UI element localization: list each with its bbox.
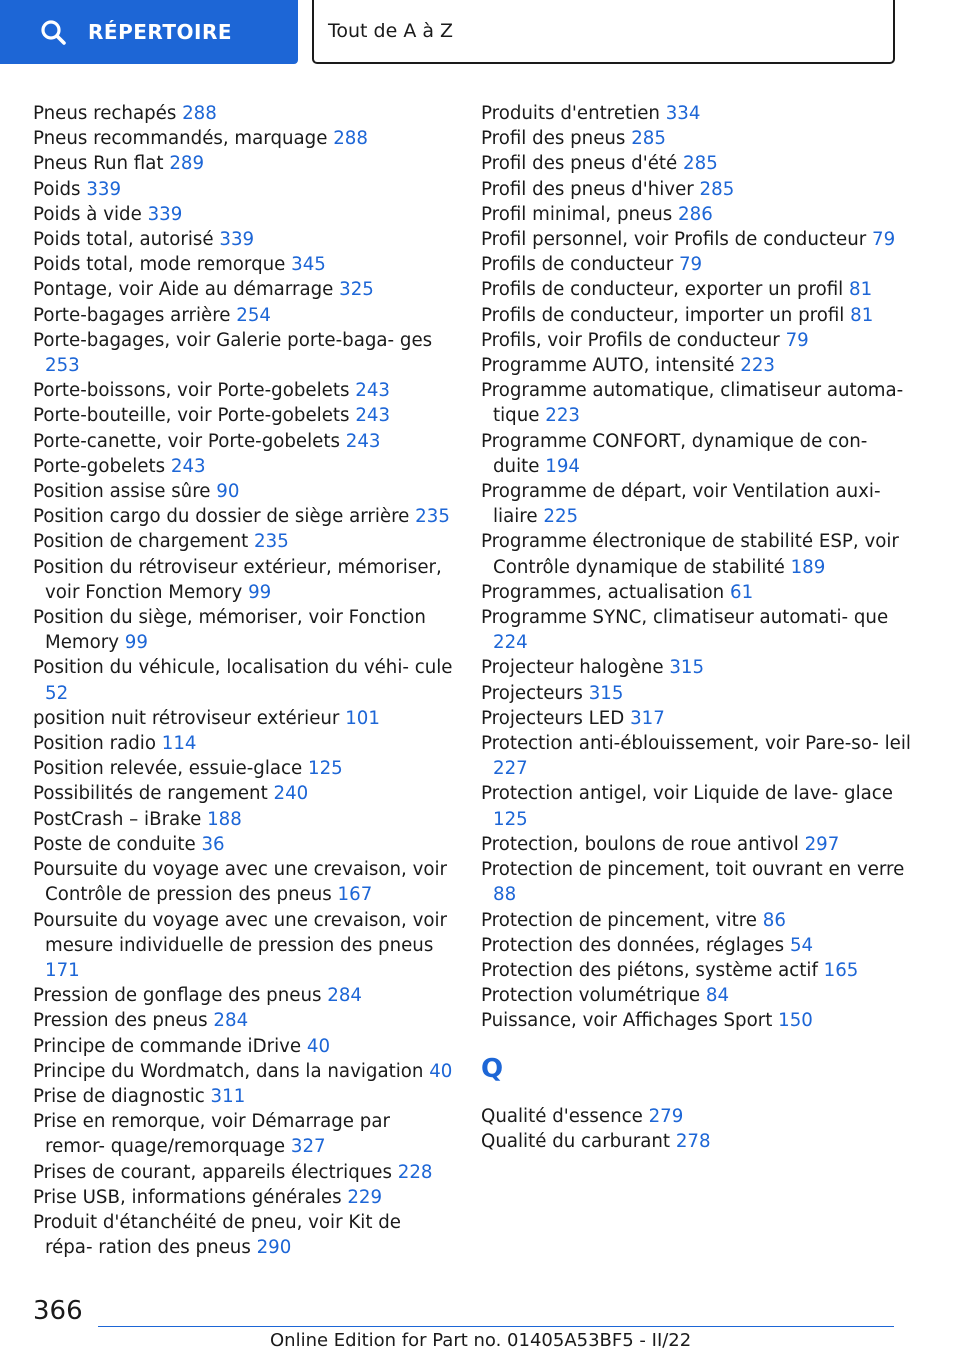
entry-term: Protection, boulons de roue antivol bbox=[481, 833, 799, 855]
page-link[interactable]: 279 bbox=[648, 1105, 684, 1127]
section-title bbox=[312, 0, 895, 64]
index-entry bbox=[481, 958, 911, 983]
entry-term: Position assise sûre bbox=[33, 481, 211, 503]
page-link[interactable]: 79 bbox=[678, 254, 703, 276]
page-link[interactable]: 61 bbox=[730, 581, 754, 603]
index-entry bbox=[33, 1008, 453, 1033]
page-link[interactable]: 54 bbox=[789, 934, 814, 956]
index-entry bbox=[481, 706, 911, 731]
page-link[interactable]: 36 bbox=[201, 833, 225, 855]
index-entry bbox=[481, 126, 911, 151]
page-link[interactable]: 150 bbox=[778, 1010, 813, 1032]
index-entry bbox=[481, 655, 911, 680]
index-entry bbox=[33, 252, 453, 277]
entry-term: Poursuite du voyage avec une crevaison, voir mesure individuelle de pression des pneus bbox=[33, 909, 448, 956]
index-entry bbox=[481, 908, 911, 933]
index-button[interactable] bbox=[0, 0, 298, 64]
index-entry bbox=[481, 252, 911, 277]
entry-term: Position cargo du dossier de siège arrière bbox=[33, 506, 410, 528]
page-link[interactable]: 194 bbox=[545, 455, 580, 477]
entry-term: Position de chargement bbox=[33, 531, 249, 553]
entry-term: Pneus recommandés, marquage bbox=[33, 128, 328, 150]
page-link[interactable]: 235 bbox=[415, 506, 450, 528]
index-entry bbox=[481, 378, 911, 428]
entry-term: Programme CONFORT, dynamique de con- duite bbox=[481, 430, 868, 477]
page-link[interactable]: 290 bbox=[256, 1237, 292, 1259]
page-link[interactable]: 289 bbox=[169, 153, 205, 175]
entry-term: Profil des pneus d'été bbox=[481, 153, 678, 175]
page-link[interactable]: 288 bbox=[182, 103, 217, 124]
entry-term: Pression de gonflage des pneus bbox=[33, 985, 322, 1007]
page-link[interactable]: 99 bbox=[248, 581, 272, 603]
entry-term: Programme SYNC, climatiseur automati- que bbox=[481, 607, 889, 629]
index-entry bbox=[33, 126, 453, 151]
page-link[interactable]: 317 bbox=[630, 707, 665, 729]
entry-term: Profil des pneus d'hiver bbox=[481, 178, 694, 200]
page-link[interactable]: 243 bbox=[170, 455, 206, 477]
page-link[interactable]: 243 bbox=[355, 380, 390, 402]
index-entry bbox=[33, 1084, 453, 1109]
index-column-left bbox=[33, 101, 453, 1260]
entry-term: Profils de conducteur, exporter un profil bbox=[481, 279, 844, 301]
index-entry bbox=[33, 429, 453, 454]
page-link[interactable]: 223 bbox=[740, 355, 775, 377]
entry-term: Principe de commande iDrive bbox=[33, 1035, 302, 1057]
index-entry bbox=[33, 555, 453, 605]
page-link[interactable]: 88 bbox=[493, 884, 517, 906]
entry-term: Porte-bouteille, voir Porte-gobelets bbox=[33, 405, 350, 427]
page-link[interactable]: 297 bbox=[804, 833, 840, 855]
page-link[interactable]: 253 bbox=[45, 355, 80, 377]
page-link[interactable]: 224 bbox=[493, 632, 528, 654]
page-link[interactable]: 189 bbox=[790, 556, 826, 578]
entry-term: Position radio bbox=[33, 733, 156, 755]
entry-term: Profil minimal, pneus bbox=[481, 203, 673, 225]
entry-term: Programme AUTO, intensité bbox=[481, 355, 735, 377]
index-entry bbox=[481, 983, 911, 1008]
page-link[interactable]: 188 bbox=[207, 808, 242, 830]
page-link[interactable]: 284 bbox=[213, 1010, 249, 1032]
page-link[interactable]: 84 bbox=[705, 985, 730, 1007]
entry-term: Poids bbox=[33, 178, 81, 200]
page-link[interactable]: 345 bbox=[291, 254, 326, 276]
page-link[interactable]: 40 bbox=[306, 1035, 331, 1057]
index-entry bbox=[33, 303, 453, 328]
entry-term: Programme électronique de stabilité ESP, voir Contrôle dynamique de stabilité bbox=[481, 531, 899, 578]
entry-term: Position relevée, essuie-glace bbox=[33, 758, 303, 780]
index-entry bbox=[481, 580, 911, 605]
index-button-label: RÉPERTOIRE bbox=[88, 20, 233, 44]
index-entry bbox=[33, 403, 453, 428]
index-entry bbox=[33, 479, 453, 504]
index-entry bbox=[481, 781, 911, 831]
page-link[interactable]: 223 bbox=[545, 405, 580, 427]
entry-term: Porte-boissons, voir Porte-gobelets bbox=[33, 380, 350, 402]
entry-term: Protection antigel, voir Liquide de lave- glace bbox=[481, 783, 893, 805]
index-entry bbox=[481, 529, 911, 579]
page-link[interactable]: 339 bbox=[86, 178, 122, 200]
entry-term: Prise de diagnostic bbox=[33, 1085, 205, 1107]
entry-term: Poids total, autorisé bbox=[33, 229, 214, 251]
entry-term: Porte-canette, voir Porte-gobelets bbox=[33, 430, 340, 452]
page-link[interactable]: 243 bbox=[355, 405, 391, 427]
page-link[interactable]: 227 bbox=[493, 758, 528, 780]
entry-term: Profil personnel, voir Profils de conducteur bbox=[481, 229, 867, 251]
index-entry bbox=[481, 1129, 911, 1154]
index-entry bbox=[33, 756, 453, 781]
entry-term: Qualité d'essence bbox=[481, 1105, 643, 1127]
entry-term: Position du véhicule, localisation du véhi- cule bbox=[33, 657, 453, 679]
entry-term: Projecteur halogène bbox=[481, 657, 664, 679]
page-link[interactable]: 327 bbox=[290, 1136, 326, 1158]
entry-term: Protection de pincement, vitre bbox=[481, 909, 757, 931]
index-entry bbox=[481, 933, 911, 958]
entry-term: Poids à vide bbox=[33, 203, 142, 225]
index-entry bbox=[481, 1104, 911, 1129]
section-letter-q: Q bbox=[481, 1053, 504, 1084]
index-entry bbox=[481, 1008, 911, 1033]
index-entry bbox=[481, 328, 911, 353]
page-link[interactable]: 125 bbox=[493, 808, 528, 830]
index-entry bbox=[33, 454, 453, 479]
edition-note: Online Edition for Part no. 01405A53BF5 - II/22 bbox=[270, 1330, 692, 1351]
page-link[interactable]: 285 bbox=[683, 153, 718, 175]
entry-term: Poids total, mode remorque bbox=[33, 254, 286, 276]
page-link[interactable]: 125 bbox=[308, 758, 343, 780]
page-link[interactable]: 286 bbox=[678, 203, 713, 225]
index-entry bbox=[33, 504, 453, 529]
index-entry bbox=[33, 277, 453, 302]
page-link[interactable]: 278 bbox=[675, 1130, 711, 1152]
index-entry bbox=[33, 1185, 453, 1210]
page-link[interactable]: 79 bbox=[872, 229, 896, 251]
index-entry bbox=[33, 151, 453, 176]
index-entry bbox=[481, 303, 911, 328]
index-list-q bbox=[481, 1104, 911, 1154]
page-number: 366 bbox=[33, 1296, 83, 1326]
index-entry bbox=[481, 605, 911, 655]
entry-term: Prises de courant, appareils électriques bbox=[33, 1161, 392, 1183]
footer-divider bbox=[98, 1326, 894, 1327]
entry-term: Poste de conduite bbox=[33, 833, 196, 855]
entry-term: Protection de pincement, toit ouvrant en verre bbox=[481, 859, 905, 881]
index-entry bbox=[33, 706, 453, 731]
page-link[interactable]: 235 bbox=[254, 531, 289, 553]
entry-term: PostCrash – iBrake bbox=[33, 808, 202, 830]
page-link[interactable]: 254 bbox=[236, 304, 271, 326]
entry-term: Profils de conducteur, importer un profil bbox=[481, 304, 845, 326]
index-entry bbox=[481, 101, 911, 126]
page-link[interactable]: 288 bbox=[333, 128, 368, 150]
entry-term: Pression des pneus bbox=[33, 1010, 208, 1032]
index-entry bbox=[481, 151, 911, 176]
entry-term: Porte-bagages, voir Galerie porte-baga- ges bbox=[33, 329, 433, 351]
entry-term: Pontage, voir Aide au démarrage bbox=[33, 279, 334, 301]
page-link[interactable]: 81 bbox=[850, 304, 874, 326]
entry-term: Principe du Wordmatch, dans la navigation bbox=[33, 1060, 424, 1082]
page-link[interactable]: 311 bbox=[210, 1085, 246, 1107]
entry-term: Produit d'étanchéité de pneu, voir Kit de répa- ration des pneus bbox=[33, 1211, 401, 1259]
entry-term: Projecteurs LED bbox=[481, 707, 625, 729]
entry-term: Pneus Run flat bbox=[33, 153, 164, 175]
entry-term: Profils, voir Profils de conducteur bbox=[481, 329, 780, 351]
index-entry bbox=[33, 529, 453, 554]
index-entry bbox=[481, 227, 911, 252]
index-entry bbox=[481, 479, 911, 529]
page-link[interactable]: 285 bbox=[699, 178, 735, 200]
index-entry bbox=[33, 328, 453, 378]
index-entry bbox=[481, 277, 911, 302]
page-link[interactable]: 40 bbox=[429, 1060, 453, 1082]
index-entry bbox=[33, 781, 453, 806]
page-link[interactable]: 165 bbox=[823, 959, 859, 981]
index-entry bbox=[33, 101, 453, 126]
entry-term: Produits d'entretien bbox=[481, 103, 660, 124]
page-link[interactable]: 334 bbox=[665, 103, 701, 124]
index-entry bbox=[33, 1059, 453, 1084]
page-link[interactable]: 79 bbox=[785, 329, 809, 351]
index-entry bbox=[481, 202, 911, 227]
entry-term: Protection volumétrique bbox=[481, 985, 701, 1007]
entry-term: Poursuite du voyage avec une crevaison, voir Contrôle de pression des pneus bbox=[33, 859, 448, 906]
page-link[interactable]: 229 bbox=[347, 1186, 383, 1208]
index-entry bbox=[481, 731, 911, 781]
page-link[interactable]: 284 bbox=[327, 985, 362, 1007]
page-link[interactable]: 101 bbox=[345, 707, 380, 729]
index-entry bbox=[481, 857, 911, 907]
index-entry bbox=[33, 1160, 453, 1185]
page-link[interactable]: 240 bbox=[273, 783, 309, 805]
index-entry bbox=[33, 908, 453, 984]
entry-term: Protection anti-éblouissement, voir Pare-so- leil bbox=[481, 733, 911, 755]
entry-term: Porte-bagages arrière bbox=[33, 304, 231, 326]
page-link[interactable]: 243 bbox=[345, 430, 381, 452]
index-entry bbox=[33, 202, 453, 227]
index-entry bbox=[33, 807, 453, 832]
page-link[interactable]: 99 bbox=[124, 632, 148, 654]
entry-term: position nuit rétroviseur extérieur bbox=[33, 707, 340, 729]
index-entry bbox=[33, 378, 453, 403]
entry-term: Possibilités de rangement bbox=[33, 783, 268, 805]
entry-term: Profils de conducteur bbox=[481, 254, 674, 276]
index-entry bbox=[33, 1210, 453, 1260]
section-title-text: Tout de A à Z bbox=[328, 20, 454, 42]
entry-term: Porte-gobelets bbox=[33, 455, 166, 477]
page-link[interactable]: 285 bbox=[631, 128, 666, 150]
index-column-right bbox=[481, 101, 911, 1154]
page-link[interactable]: 114 bbox=[161, 733, 197, 755]
index-entry bbox=[33, 731, 453, 756]
page-link[interactable]: 86 bbox=[762, 909, 786, 931]
index-entry bbox=[481, 681, 911, 706]
search-icon bbox=[40, 19, 66, 45]
entry-term: Prise USB, informations générales bbox=[33, 1186, 342, 1208]
index-entry bbox=[33, 655, 453, 705]
index-entry bbox=[33, 177, 453, 202]
entry-term: Protection des données, réglages bbox=[481, 934, 785, 956]
entry-term: Prise en remorque, voir Démarrage par remor- quage/remorquage bbox=[33, 1111, 390, 1158]
entry-term: Position du siège, mémoriser, voir Fonction Memory bbox=[33, 607, 426, 654]
index-entry bbox=[33, 983, 453, 1008]
page-link[interactable]: 339 bbox=[219, 229, 255, 251]
index-entry bbox=[33, 1109, 453, 1159]
entry-term: Projecteurs bbox=[481, 682, 583, 704]
index-entry bbox=[481, 177, 911, 202]
entry-term: Protection des piétons, système actif bbox=[481, 959, 818, 981]
entry-term: Position du rétroviseur extérieur, mémoriser, voir Fonction Memory bbox=[33, 556, 442, 603]
page-link[interactable]: 339 bbox=[147, 203, 183, 225]
entry-term: Qualité du carburant bbox=[481, 1130, 671, 1152]
entry-term: Pneus rechapés bbox=[33, 103, 177, 124]
entry-term: Puissance, voir Affichages Sport bbox=[481, 1010, 773, 1032]
page-link[interactable]: 325 bbox=[339, 279, 374, 301]
page-link[interactable]: 81 bbox=[849, 279, 873, 301]
entry-term: Programme de départ, voir Ventilation auxi- liaire bbox=[481, 481, 881, 528]
page-link[interactable]: 171 bbox=[45, 959, 80, 981]
index-entry bbox=[33, 605, 453, 655]
index-entry bbox=[33, 1034, 453, 1059]
page-link[interactable]: 52 bbox=[45, 682, 69, 704]
entry-term: Programmes, actualisation bbox=[481, 581, 725, 603]
page-link[interactable]: 315 bbox=[669, 657, 705, 679]
entry-term: Profil des pneus bbox=[481, 128, 626, 150]
page-link[interactable]: 228 bbox=[397, 1161, 433, 1183]
index-entry bbox=[33, 857, 453, 907]
index-entry bbox=[33, 832, 453, 857]
page-link[interactable]: 167 bbox=[337, 884, 373, 906]
page-link[interactable]: 90 bbox=[216, 481, 240, 503]
entry-term: Programme automatique, climatiseur automa- tique bbox=[481, 380, 904, 427]
page-link[interactable]: 315 bbox=[588, 682, 624, 704]
index-entry bbox=[481, 832, 911, 857]
index-list-p bbox=[481, 101, 911, 1034]
index-entry bbox=[33, 227, 453, 252]
page-link[interactable]: 225 bbox=[543, 506, 579, 528]
index-entry bbox=[481, 353, 911, 378]
index-entry bbox=[481, 429, 911, 479]
